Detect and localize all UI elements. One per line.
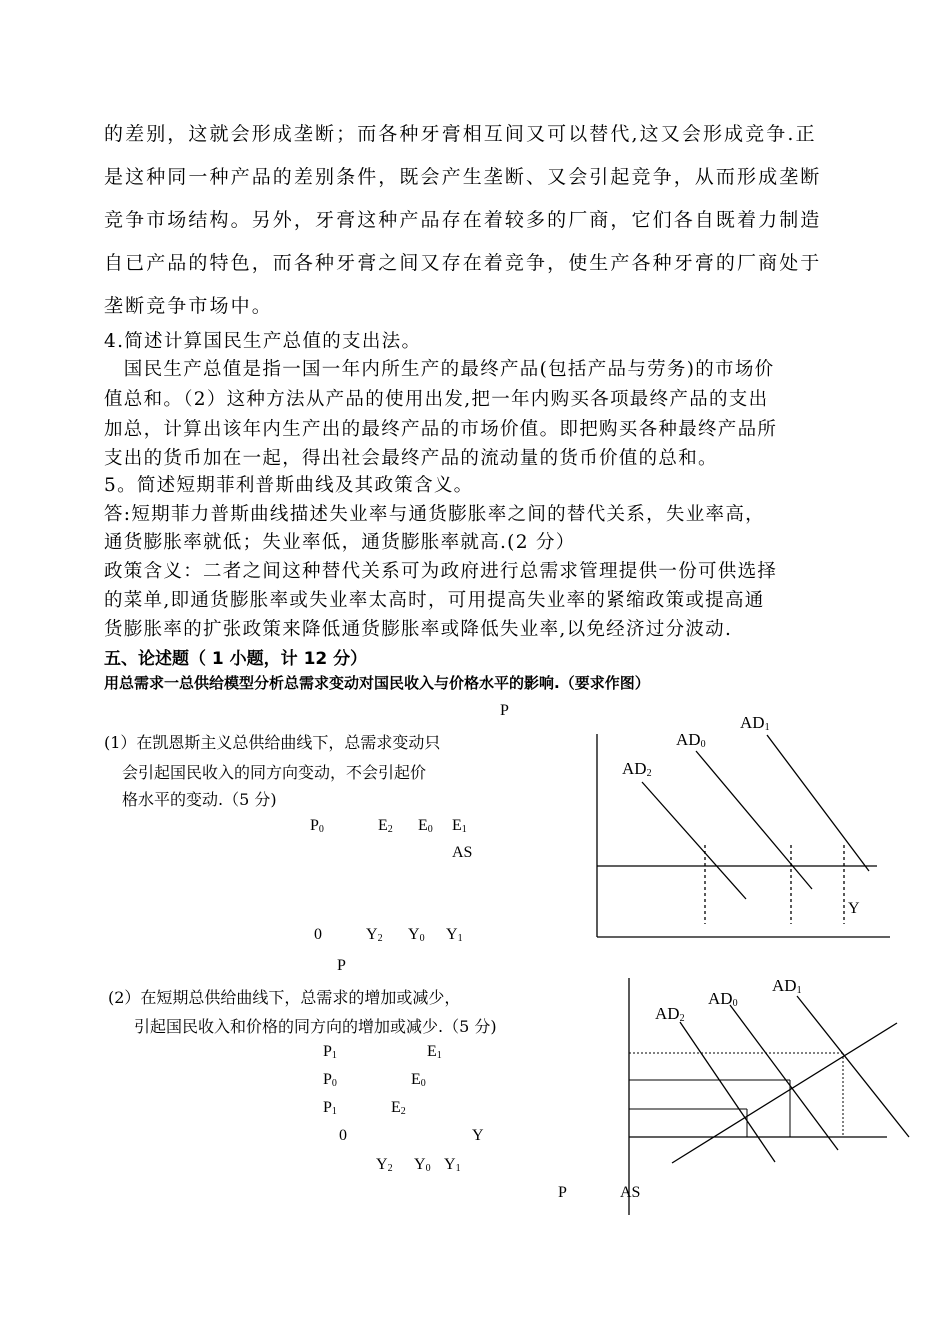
as-label: AS [620,1184,641,1201]
axis-label-y: Y [472,1127,484,1144]
text-line: 政策含义：二者之间这种替代关系可为政府进行总需求管理提供一份可供选择 [104,561,778,582]
price-label-p1: $P_1$ [323,1099,337,1117]
income-label-y1: $Y_1$ [446,926,463,944]
part1-line: 会引起国民收入的同方向变动，不会引起价 [122,763,427,782]
text-line: 的菜单,即通货膨胀率或失业率太高时，可用提高失业率的紧缩政策或提高通 [104,590,765,611]
question-title: 4.简述计算国民生产总值的支出法。 [104,331,422,352]
ad0-label: $AD_0$ [676,730,706,750]
equilibrium-label-e0: $E_0$ [418,817,433,835]
diagram1-ad1-line [767,735,869,871]
text-line: 通货膨胀率就低；失业率低，通货膨胀率就高.(2 分） [104,532,576,553]
axis-label-p: P [500,702,509,719]
text-line: 竞争市场结构。另外，牙膏这种产品存在着较多的厂商，它们各自既着力制造 [104,209,822,231]
equilibrium-label-e2: $E_2$ [391,1099,406,1117]
equilibrium-label-e2: $E_2$ [378,817,393,835]
axis-label-p: P [558,1184,567,1201]
part1-line: 格水平的变动.（5 分) [122,790,277,809]
text-line: 值总和。（2）这种方法从产品的使用出发,把一年内购买各项最终产品的支出 [104,389,769,410]
diagram1-ad2-line [642,782,746,899]
text-line: 支出的货币加在一起，得出社会最终产品的流动量的货币价值的总和。 [104,448,718,469]
income-label-y1: $Y_1$ [444,1156,461,1174]
ad1-label: $AD_1$ [772,976,802,996]
axis-label-p: P [337,957,346,974]
part2-line: 引起国民收入和价格的同方向的增加或减少.（5 分) [134,1017,497,1036]
price-label-p1: $P_1$ [323,1043,337,1061]
income-label-y0: $Y_0$ [414,1156,431,1174]
ad2-label: $AD_2$ [622,759,652,779]
question-title: 5。简述短期菲利普斯曲线及其政策含义。 [104,475,474,496]
ad1-label: $AD_1$ [740,713,770,733]
text-line: 垄断竞争市场中。 [104,295,273,317]
text-line: 的差别，这就会形成垄断；而各种牙膏相互间又可以替代,这又会形成竞争.正 [104,123,817,145]
origin-label: 0 [314,926,322,943]
text-line: 答:短期菲力普斯曲线描述失业率与通货膨胀率之间的替代关系，失业率高， [104,504,765,525]
income-label-y2: $Y_2$ [366,926,383,944]
axis-label-y: Y [848,900,860,917]
text-line: 国民生产总值是指一国一年内所生产的最终产品(包括产品与劳务)的市场价 [104,359,775,380]
income-label-y2: $Y_2$ [376,1156,393,1174]
equilibrium-label-e0: $E_0$ [411,1071,426,1089]
as-label: AS [452,844,473,861]
equilibrium-label-e1: $E_1$ [427,1043,442,1061]
ad0-label: $AD_0$ [708,989,738,1009]
section-heading: 五、论述题（ 1 小题，计 12 分） [104,649,368,669]
origin-label: 0 [339,1127,347,1144]
diagram2-as-line [672,1023,897,1163]
diagram2-ad1-line [797,996,909,1137]
text-line: 加总，计算出该年内生产出的最终产品的市场价值。即把购买各种最终产品所 [104,419,778,440]
equilibrium-label-e1: $E_1$ [452,817,467,835]
text-line: 是这种同一种产品的差别条件，既会产生垄断、又会引起竞争，从而形成垄断 [104,166,822,188]
part2-line: (2）在短期总供给曲线下，总需求的增加或减少， [108,988,461,1007]
income-label-y0: $Y_0$ [408,926,425,944]
diagram2-ad2-line [680,1022,775,1162]
ad2-label: $AD_2$ [655,1004,685,1024]
price-label-p0: $P_0$ [310,817,324,835]
essay-question: 用总需求一总供给模型分析总需求变动对国民收入与价格水平的影响.（要求作图） [104,674,650,692]
text-line: 货膨胀率的扩张政策来降低通货膨胀率或降低失业率,以免经济过分波动. [104,619,733,640]
price-label-p0: $P_0$ [323,1071,337,1089]
text-line: 自已产品的特色，而各种牙膏之间又存在着竞争，使生产各种牙膏的厂商处于 [104,252,822,274]
part1-line: (1）在凯恩斯主义总供给曲线下，总需求变动只 [104,733,441,752]
